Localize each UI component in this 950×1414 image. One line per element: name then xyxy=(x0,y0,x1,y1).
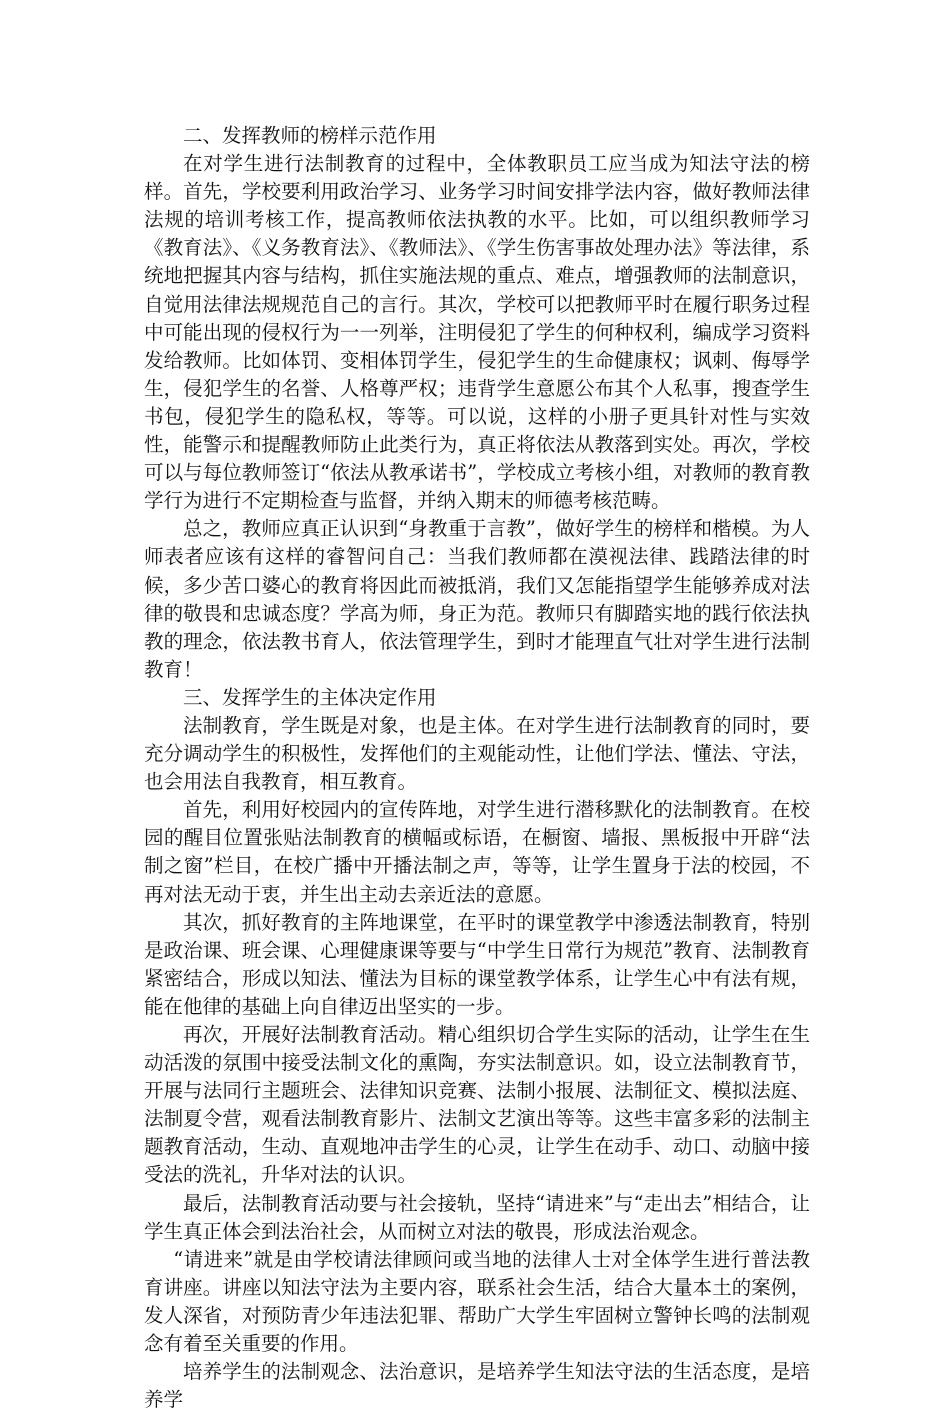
section-heading-3: 三、发挥学生的主体决定作用 xyxy=(183,685,437,709)
body-paragraph: 法制教育，学生既是对象，也是主体。在对学生进行法制教育的同时，要充分调动学生的积极性，发挥他们的主观能动性，让他们学法、懂法、守法，也会用法自我教育，相互教育。 xyxy=(144,713,810,794)
body-paragraph: 总之，教师应真正认识到“身教重于言教”，做好学生的榜样和楷模。为人师表者应该有这样的睿智问自己：当我们教师都在漠视法律、践踏法律的时候，多少苦口婆心的教育将因此而被抵消，我们又怎能指望学生能够养成对法律的敬畏和忠诚态度？学高为师，身正为范。教师只有脚踏实地的践行依法执教的理念，依法教书育人，依法管理学生，到时才能理直气壮对学生进行法制教育！ xyxy=(144,517,810,681)
body-paragraph: 首先，利用好校园内的宣传阵地，对学生进行潜移默化的法制教育。在校园的醒目位置张贴法制教育的横幅或标语，在橱窗、墙报、黑板报中开辟“法制之窗”栏目，在校广播中开播法制之声，等等，让学生置身于法的校园，不再对法无动于衷，并生出主动去亲近法的意愿。 xyxy=(144,798,810,906)
body-paragraph: 在对学生进行法制教育的过程中，全体教职员工应当成为知法守法的榜样。首先，学校要利用政治学习、业务学习时间安排学法内容，做好教师法律法规的培训考核工作，提高教师依法执教的水平。比如，可以组织教师学习《教育法》、《义务教育法》、《教师法》、《学生伤害事故处理办法》等法律，系统地把握其内容与结构，抓住实施法规的重点、难点，增强教师的法制意识，自觉用法律法规规范自己的言行。其次，学校可以把教师平时在履行职务过程中可能出现的侵权行为一一列举，注明侵犯了学生的何种权利，编成学习资料发给教师。比如体罚、变相体罚学生，侵犯学生的生命健康权；讽刺、侮辱学生，侵犯学生的名誉、人格尊严权；违背学生意愿公布其个人私事，搜查学生书包，侵犯学生的隐私权，等等。可以说，这样的小册子更具针对性与实效性，能警示和提醒教师防止此类行为，真正将依法从教落到实处。再次，学校可以与每位教师签订“依法从教承诺书”，学校成立考核小组，对教师的教育教学行为进行不定期检查与监督，并纳入期末的师德考核范畴。 xyxy=(144,152,810,513)
body-paragraph: “请进来”就是由学校请法律顾问或当地的法律人士对全体学生进行普法教育讲座。讲座以知法守法为主要内容，联系社会生活，结合大量本土的案例，发人深省，对预防青少年违法犯罪、帮助广大学生牢固树立警钟长鸣的法制观念有着至关重要的作用。 xyxy=(144,1247,810,1356)
body-paragraph: 最后，法制教育活动要与社会接轨，坚持“请进来”与“走出去”相结合，让学生真正体会到法治社会，从而树立对法的敬畏，形成法治观念。 xyxy=(144,1191,810,1243)
section-heading-2: 二、发挥教师的榜样示范作用 xyxy=(183,124,437,147)
document-page xyxy=(144,122,810,1414)
body-paragraph: 其次，抓好教育的主阵地课堂，在平时的课堂教学中渗透法制教育，特别是政治课、班会课、心理健康课等要与“中学生日常行为规范”教育、法制教育紧密结合，形成以知法、懂法为目标的课堂教学体系，让学生心中有法有规，能在他律的基础上向自律迈出坚实的一步。 xyxy=(144,910,810,1018)
body-paragraph: 再次，开展好法制教育活动。精心组织切合学生实际的活动，让学生在生动活泼的氛围中接受法制文化的熏陶，夯实法制意识。如，设立法制教育节，开展与法同行主题班会、法律知识竞赛、法制小报展、法制征文、模拟法庭、法制夏令营，观看法制教育影片、法制文艺演出等等。这些丰富多彩的法制主题教育活动，生动、直观地冲击学生的心灵，让学生在动手、动口、动脑中接受法的洗礼，升华对法的认识。 xyxy=(144,1023,810,1187)
body-paragraph: 培养学生的法制观念、法治意识，是培养学生知法守法的生活态度，是培养学 xyxy=(144,1360,810,1412)
